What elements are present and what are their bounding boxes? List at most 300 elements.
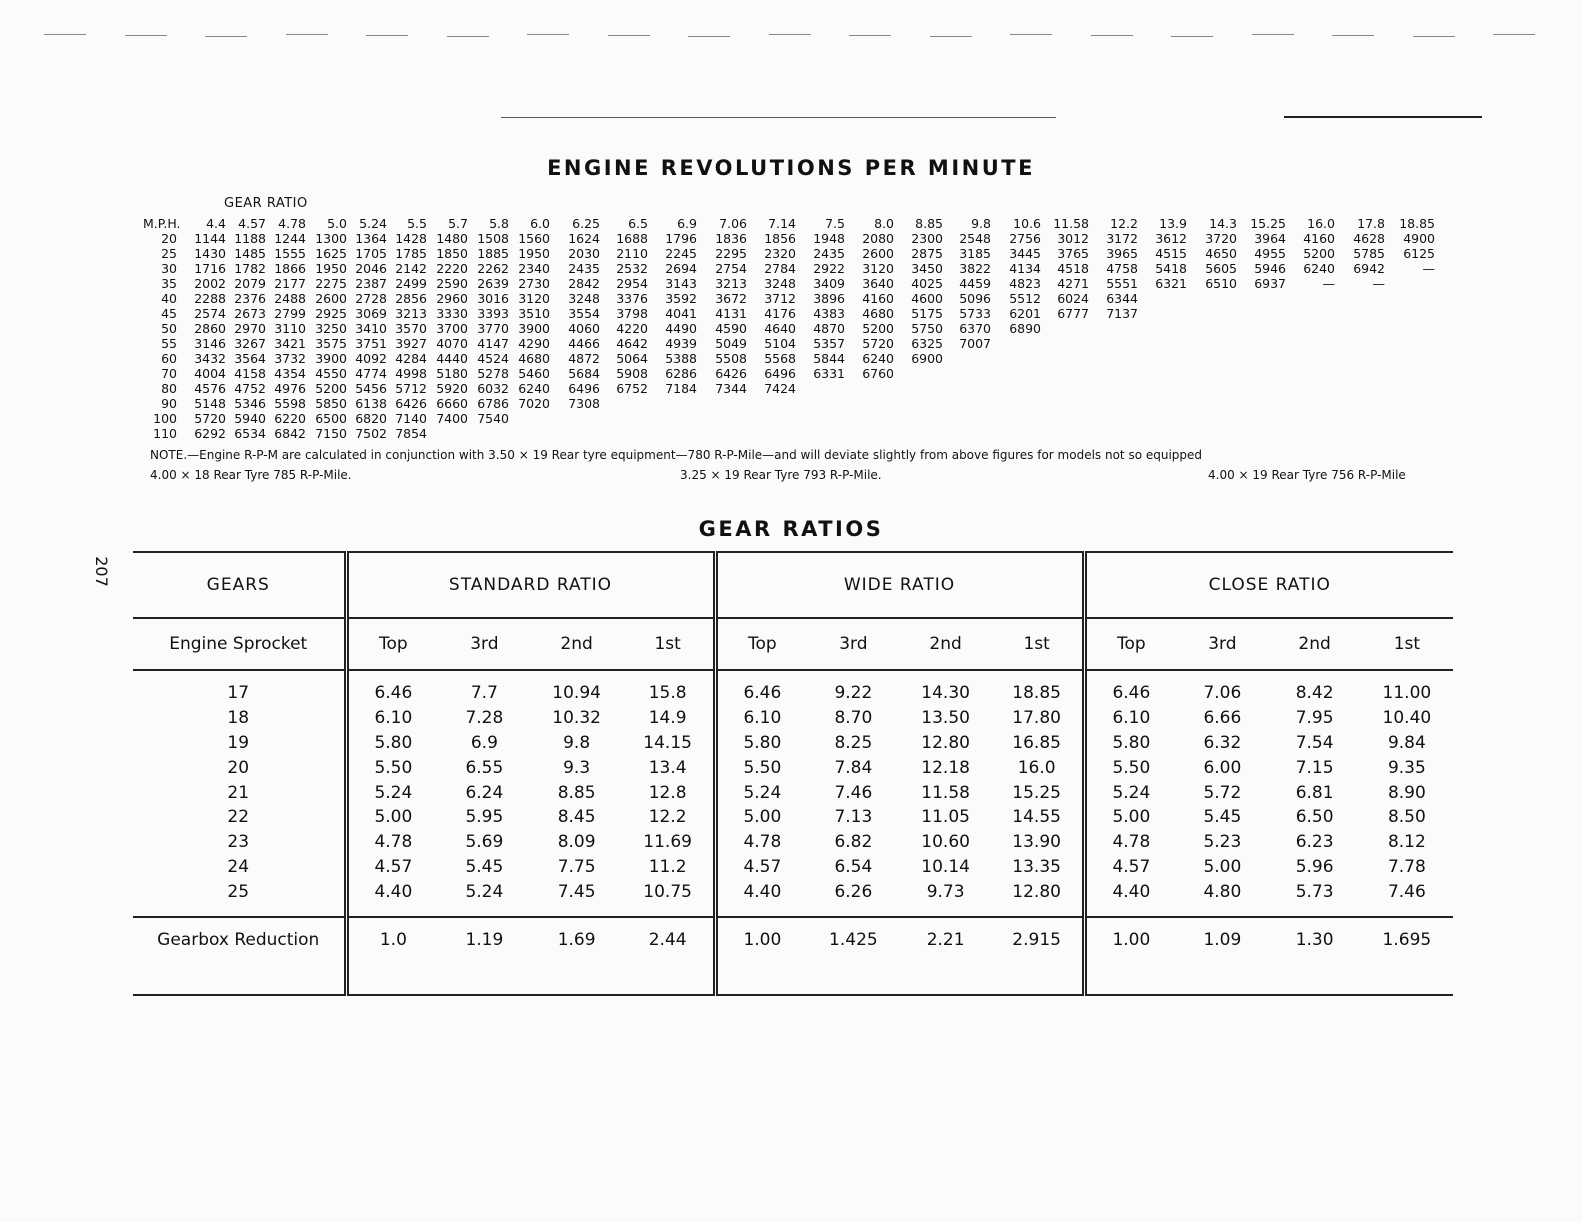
gearbox-reduction-row: [133, 917, 1453, 995]
rpm-cell: 4650: [1205, 246, 1237, 261]
ratio-cell: 5.24: [715, 780, 807, 805]
rpm-cell: 5946: [1254, 261, 1286, 276]
rpm-cell: 2954: [616, 276, 648, 291]
scan-dash: [1252, 34, 1294, 35]
rpm-cell: 1950: [315, 261, 347, 276]
ratio-cell: 12.18: [921, 757, 970, 778]
mph-value: 30: [161, 261, 177, 276]
rpm-cell: 3720: [1205, 231, 1237, 246]
rpm-cell: 5785: [1353, 246, 1385, 261]
mph-value: 70: [161, 366, 177, 381]
ratio-header: 6.25: [572, 216, 600, 231]
rpm-cell: 6321: [1155, 276, 1187, 291]
rpm-cell: 2730: [518, 276, 550, 291]
rpm-cell: 4524: [477, 351, 509, 366]
ratio-cell: 5.50: [715, 755, 807, 780]
ratio-cell: 4.40: [715, 879, 807, 917]
ratio-cell: 6.00: [1203, 757, 1242, 778]
rpm-cell: 5148: [194, 396, 226, 411]
rpm-cell: 1688: [616, 231, 648, 246]
ratio-cell: 6.9: [470, 732, 498, 753]
scan-dash: [1091, 35, 1133, 36]
rpm-cell: 2600: [862, 246, 894, 261]
ratio-cell: 13.4: [648, 757, 687, 778]
rpm-cell: 2860: [194, 321, 226, 336]
rpm-cell: 2046: [355, 261, 387, 276]
rpm-title: ENGINE REVOLUTIONS PER MINUTE: [547, 156, 1035, 180]
ratio-header: 5.8: [489, 216, 509, 231]
rpm-cell: 2673: [234, 306, 266, 321]
ratio-cell: 11.05: [921, 807, 970, 828]
mph-value: 90: [161, 396, 177, 411]
ratio-cell: 9.8: [563, 732, 591, 753]
rpm-cell: 5064: [616, 351, 648, 366]
rpm-cell: 2220: [436, 261, 468, 276]
scan-dash: [1493, 34, 1535, 35]
ratio-cell: 4.40: [1084, 879, 1176, 917]
rpm-cell: 2376: [234, 291, 266, 306]
rpm-cell: 3421: [274, 336, 306, 351]
reduction-cell: 2.44: [623, 917, 715, 995]
sprocket-value: 21: [227, 782, 250, 803]
tyre-note-3: 4.00 × 19 Rear Tyre 756 R-P-Mile: [1208, 468, 1406, 482]
rpm-cell: 5456: [355, 381, 387, 396]
rpm-cell: 2600: [315, 291, 347, 306]
ratio-cell: 7.75: [557, 856, 596, 877]
scan-dash: [205, 36, 247, 37]
rpm-cell: 3570: [395, 321, 427, 336]
ratio-cell: 6.24: [465, 782, 504, 803]
ratio-cell: 17.80: [1012, 708, 1061, 729]
ratio-cell: 18.85: [1012, 683, 1061, 704]
gear-ratio-label: GEAR RATIO: [224, 196, 308, 211]
rpm-cell: —: [1372, 276, 1385, 291]
scan-dash: [527, 34, 569, 35]
rpm-cell: 4004: [194, 366, 226, 381]
ratio-cell: 13.35: [1012, 856, 1061, 877]
gears-header: GEARS: [133, 552, 346, 618]
rpm-cell: 6777: [1057, 306, 1089, 321]
page-number: 207: [91, 556, 111, 587]
rpm-cell: 6240: [518, 381, 550, 396]
rpm-cell: 2488: [274, 291, 306, 306]
table-row: [133, 855, 1453, 880]
rpm-cell: 3822: [959, 261, 991, 276]
rpm-cell: 7150: [315, 426, 347, 441]
rpm-cell: 3330: [436, 306, 468, 321]
rpm-cell: 5920: [436, 381, 468, 396]
rpm-cell: 5357: [813, 336, 845, 351]
rpm-cell: 4134: [1009, 261, 1041, 276]
ratio-cell: 14.9: [648, 708, 687, 729]
rpm-cell: 4158: [234, 366, 266, 381]
rpm-cell: 5733: [959, 306, 991, 321]
rpm-cell: 3896: [813, 291, 845, 306]
rpm-cell: 2262: [477, 261, 509, 276]
scan-dash: [1413, 36, 1455, 37]
sprocket-value: 23: [227, 832, 250, 853]
rpm-cell: 2590: [436, 276, 468, 291]
ratio-cell: 7.54: [1295, 732, 1334, 753]
rpm-cell: 5388: [665, 351, 697, 366]
rpm-cell: 1624: [568, 231, 600, 246]
scan-dash: [930, 36, 972, 37]
ratio-cell: 10.32: [552, 708, 601, 729]
rpm-cell: 3964: [1254, 231, 1286, 246]
ratio-cell: 5.00: [1203, 856, 1242, 877]
scan-dash: [849, 35, 891, 36]
ratio-cell: 5.45: [1203, 807, 1242, 828]
rpm-cell: 3376: [616, 291, 648, 306]
rpm-cell: 2784: [764, 261, 796, 276]
rpm-cell: 3700: [436, 321, 468, 336]
rpm-cell: 5684: [568, 366, 600, 381]
rpm-cell: 1144: [194, 231, 226, 246]
ratio-cell: 8.85: [557, 782, 596, 803]
mph-value: 40: [161, 291, 177, 306]
rpm-cell: 4060: [568, 321, 600, 336]
rpm-cell: 4354: [274, 366, 306, 381]
ratio-header: 13.9: [1159, 216, 1187, 231]
ratio-header: 10.6: [1013, 216, 1041, 231]
mph-value: 35: [161, 276, 177, 291]
rpm-cell: 2275: [315, 276, 347, 291]
ratio-cell: 14.55: [1012, 807, 1061, 828]
rpm-cell: 6286: [665, 366, 697, 381]
rpm-cell: 4642: [616, 336, 648, 351]
rpm-cell: 6786: [477, 396, 509, 411]
table-row: [133, 805, 1453, 830]
ratio-cell: 6.23: [1295, 832, 1334, 853]
rpm-cell: 1485: [234, 246, 266, 261]
ratio-cell: 6.55: [465, 757, 504, 778]
reduction-cell: 1.00: [1084, 917, 1176, 995]
tyre-note-1: 4.00 × 18 Rear Tyre 785 R-P-Mile.: [150, 468, 352, 482]
rpm-cell: 4628: [1353, 231, 1385, 246]
ratio-cell: 6.10: [346, 706, 438, 731]
rpm-cell: 6292: [194, 426, 226, 441]
ratio-cell: 12.8: [648, 782, 687, 803]
rpm-cell: 3900: [518, 321, 550, 336]
rpm-cell: 5750: [911, 321, 943, 336]
rpm-cell: 2856: [395, 291, 427, 306]
ratio-cell: 12.2: [648, 807, 687, 828]
gear-subcolumn-header: 3rd: [807, 618, 899, 670]
reduction-cell: 1.425: [807, 917, 899, 995]
rpm-cell: 2079: [234, 276, 266, 291]
ratio-cell: 12.80: [921, 732, 970, 753]
rpm-cell: 4550: [315, 366, 347, 381]
rpm-cell: 7424: [764, 381, 796, 396]
rpm-cell: 6344: [1106, 291, 1138, 306]
rpm-cell: 1508: [477, 231, 509, 246]
gear-ratios-title: GEAR RATIOS: [698, 517, 884, 541]
ratio-cell: 5.69: [465, 832, 504, 853]
rpm-cell: 6752: [616, 381, 648, 396]
mph-value: 55: [161, 336, 177, 351]
sprocket-value: 17: [227, 683, 250, 704]
group-header: WIDE RATIO: [715, 552, 1084, 618]
mph-value: 45: [161, 306, 177, 321]
rpm-cell: 3110: [274, 321, 306, 336]
ratio-cell: 5.72: [1203, 782, 1242, 803]
scan-dash: [447, 36, 489, 37]
ratio-cell: 4.78: [1084, 830, 1176, 855]
rpm-cell: 5720: [194, 411, 226, 426]
ratio-header: 11.58: [1053, 216, 1089, 231]
ratio-cell: 7.45: [557, 881, 596, 902]
ratio-cell: 11.00: [1382, 683, 1432, 704]
rpm-cell: 5908: [616, 366, 648, 381]
rpm-cell: 6534: [234, 426, 266, 441]
gear-subcolumn-header: Top: [715, 618, 807, 670]
rpm-cell: 6496: [764, 366, 796, 381]
rpm-cell: 5720: [862, 336, 894, 351]
rpm-cell: 7854: [395, 426, 427, 441]
ratio-header: 4.78: [278, 216, 306, 231]
rpm-cell: 1430: [194, 246, 226, 261]
ratio-cell: 11.2: [648, 856, 687, 877]
gear-subcolumn-header: 2nd: [1269, 618, 1361, 670]
ratio-cell: 5.95: [465, 807, 504, 828]
rpm-cell: 3213: [715, 276, 747, 291]
rpm-cell: 1560: [518, 231, 550, 246]
rpm-cell: 3798: [616, 306, 648, 321]
ratio-header: 7.5: [825, 216, 845, 231]
rpm-cell: 5508: [715, 351, 747, 366]
ratio-cell: 6.32: [1203, 732, 1242, 753]
rpm-cell: 1796: [665, 231, 697, 246]
rpm-cell: 2728: [355, 291, 387, 306]
ratio-cell: 7.15: [1295, 757, 1334, 778]
rpm-cell: 7020: [518, 396, 550, 411]
ratio-header: 18.85: [1399, 216, 1435, 231]
mph-value: 20: [161, 231, 177, 246]
ratio-cell: 6.82: [834, 832, 873, 853]
rpm-cell: 6024: [1057, 291, 1089, 306]
rpm-cell: 4774: [355, 366, 387, 381]
group-header: STANDARD RATIO: [346, 552, 715, 618]
rpm-cell: 6220: [274, 411, 306, 426]
ratio-cell: 5.00: [715, 805, 807, 830]
ratio-cell: 7.06: [1203, 683, 1242, 704]
rpm-cell: 3564: [234, 351, 266, 366]
rpm-cell: 4220: [616, 321, 648, 336]
ratio-cell: 15.8: [648, 683, 687, 704]
ratio-cell: 5.80: [1084, 731, 1176, 756]
rpm-cell: 4025: [911, 276, 943, 291]
ratio-header: 9.8: [971, 216, 991, 231]
ratio-header: 15.25: [1250, 216, 1286, 231]
rpm-cell: 3450: [911, 261, 943, 276]
rpm-cell: 6426: [395, 396, 427, 411]
rpm-cell: 3248: [764, 276, 796, 291]
scan-dash: [769, 34, 811, 35]
rpm-cell: 7344: [715, 381, 747, 396]
sprocket-value: 20: [227, 757, 250, 778]
rpm-cell: 4900: [1403, 231, 1435, 246]
gear-subcolumn-header: Top: [346, 618, 438, 670]
rpm-cell: 4160: [862, 291, 894, 306]
rpm-cell: 2532: [616, 261, 648, 276]
rpm-cell: 6240: [862, 351, 894, 366]
rpm-cell: 1480: [436, 231, 468, 246]
table-row: [133, 706, 1453, 731]
ratio-cell: 7.84: [834, 757, 873, 778]
rpm-cell: 3393: [477, 306, 509, 321]
rpm-cell: 4160: [1303, 231, 1335, 246]
rpm-cell: 1850: [436, 246, 468, 261]
reduction-cell: 1.00: [715, 917, 807, 995]
ratio-cell: 6.46: [715, 670, 807, 706]
ratio-header: 12.2: [1110, 216, 1138, 231]
gear-subcolumn-header: 2nd: [900, 618, 992, 670]
ratio-cell: 10.14: [921, 856, 970, 877]
ratio-cell: 4.57: [1084, 855, 1176, 880]
group-header: CLOSE RATIO: [1084, 552, 1453, 618]
table-row: [133, 830, 1453, 855]
rpm-cell: 3770: [477, 321, 509, 336]
ratio-cell: 8.25: [834, 732, 873, 753]
ratio-cell: 6.26: [834, 881, 873, 902]
rpm-cell: 5844: [813, 351, 845, 366]
rpm-cell: 1625: [315, 246, 347, 261]
mph-value: 25: [161, 246, 177, 261]
ratio-cell: 13.50: [921, 708, 970, 729]
ratio-cell: 5.96: [1295, 856, 1334, 877]
rpm-cell: 6138: [355, 396, 387, 411]
ratio-cell: 7.7: [470, 683, 498, 704]
ratio-cell: 5.24: [1084, 780, 1176, 805]
ratio-cell: 8.90: [1387, 782, 1426, 803]
rpm-cell: 4466: [568, 336, 600, 351]
rpm-cell: 2300: [911, 231, 943, 246]
ratio-cell: 16.85: [1012, 732, 1061, 753]
mph-value: 100: [153, 411, 177, 426]
rpm-cell: 5712: [395, 381, 427, 396]
rpm-cell: 2756: [1009, 231, 1041, 246]
rpm-note: NOTE.—Engine R-P-M are calculated in conjunction with 3.50 × 19 Rear tyre equipment—780 R-P-Mile—and will deviate slightly from above figures for models not so equipped: [150, 448, 1203, 462]
rpm-cell: 3248: [568, 291, 600, 306]
rpm-cell: 2435: [568, 261, 600, 276]
ratio-header: 5.0: [327, 216, 347, 231]
mph-value: 60: [161, 351, 177, 366]
rpm-cell: 3672: [715, 291, 747, 306]
ratio-header: 6.9: [677, 216, 697, 231]
scan-dash: [286, 34, 328, 35]
scan-dash: [366, 35, 408, 36]
sprocket-value: 19: [227, 732, 250, 753]
rpm-cell: 4518: [1057, 261, 1089, 276]
rpm-cell: 1866: [274, 261, 306, 276]
rpm-cell: 5418: [1155, 261, 1187, 276]
rpm-cell: 5605: [1205, 261, 1237, 276]
ratio-header: 4.57: [238, 216, 266, 231]
rpm-cell: 2288: [194, 291, 226, 306]
table-row: [133, 670, 1453, 706]
rpm-cell: 4131: [715, 306, 747, 321]
sprocket-value: 18: [227, 708, 250, 729]
reduction-cell: 2.915: [992, 917, 1084, 995]
ratio-cell: 14.30: [921, 683, 970, 704]
sprocket-header: Engine Sprocket: [133, 618, 346, 670]
rpm-cell: 3267: [234, 336, 266, 351]
rpm-cell: 7308: [568, 396, 600, 411]
rpm-cell: 6032: [477, 381, 509, 396]
rpm-cell: 7184: [665, 381, 697, 396]
rpm-cell: 2245: [665, 246, 697, 261]
ratio-cell: 6.46: [1084, 670, 1176, 706]
rpm-cell: 2694: [665, 261, 697, 276]
ratio-cell: 13.90: [1012, 832, 1061, 853]
gear-subcolumn-header: 3rd: [438, 618, 530, 670]
table-row: [133, 731, 1453, 756]
rpm-cell: 3213: [395, 306, 427, 321]
rpm-cell: 4976: [274, 381, 306, 396]
reduction-cell: 1.09: [1176, 917, 1268, 995]
scan-dash: [125, 35, 167, 36]
rpm-cell: 1950: [518, 246, 550, 261]
ratio-cell: 4.57: [346, 855, 438, 880]
rpm-cell: 1188: [234, 231, 266, 246]
ratio-header: 14.3: [1209, 216, 1237, 231]
rpm-cell: 1300: [315, 231, 347, 246]
rpm-cell: 6500: [315, 411, 347, 426]
mph-value: 80: [161, 381, 177, 396]
ratio-cell: 7.28: [465, 708, 504, 729]
rpm-cell: 6370: [959, 321, 991, 336]
rpm-cell: 2925: [315, 306, 347, 321]
rpm-cell: 3765: [1057, 246, 1089, 261]
ratio-cell: 12.80: [1012, 881, 1061, 902]
rpm-cell: 6325: [911, 336, 943, 351]
sprocket-value: 24: [227, 856, 250, 877]
rpm-cell: 5278: [477, 366, 509, 381]
rpm-cell: 6125: [1403, 246, 1435, 261]
scan-dash: [1171, 36, 1213, 37]
rpm-cell: 5460: [518, 366, 550, 381]
rpm-cell: 7140: [395, 411, 427, 426]
rpm-cell: 4600: [911, 291, 943, 306]
rpm-cell: 1555: [274, 246, 306, 261]
rpm-cell: 2340: [518, 261, 550, 276]
group-header-row: [133, 552, 1453, 618]
ratio-cell: 8.45: [557, 807, 596, 828]
reduction-cell: 1.0: [346, 917, 438, 995]
ratio-header: 4.4: [206, 216, 226, 231]
rpm-cell: 2387: [355, 276, 387, 291]
rpm-cell: 6942: [1353, 261, 1385, 276]
rpm-cell: 2080: [862, 231, 894, 246]
rpm-cell: 5551: [1106, 276, 1138, 291]
ratio-cell: 4.80: [1203, 881, 1242, 902]
gear-subcolumn-header: 1st: [992, 618, 1084, 670]
rpm-cell: 5850: [315, 396, 347, 411]
ratio-header: 8.85: [915, 216, 943, 231]
ratio-cell: 16.0: [1017, 757, 1056, 778]
rpm-cell: 4870: [813, 321, 845, 336]
rpm-cell: 2320: [764, 246, 796, 261]
ratio-cell: 6.50: [1295, 807, 1334, 828]
gear-ratios-table: [133, 551, 1453, 996]
rpm-cell: 1428: [395, 231, 427, 246]
table-row: [133, 780, 1453, 805]
rpm-cell: 4939: [665, 336, 697, 351]
rpm-cell: 4680: [862, 306, 894, 321]
rpm-cell: 4271: [1057, 276, 1089, 291]
rpm-cell: 6331: [813, 366, 845, 381]
rpm-cell: 3185: [959, 246, 991, 261]
